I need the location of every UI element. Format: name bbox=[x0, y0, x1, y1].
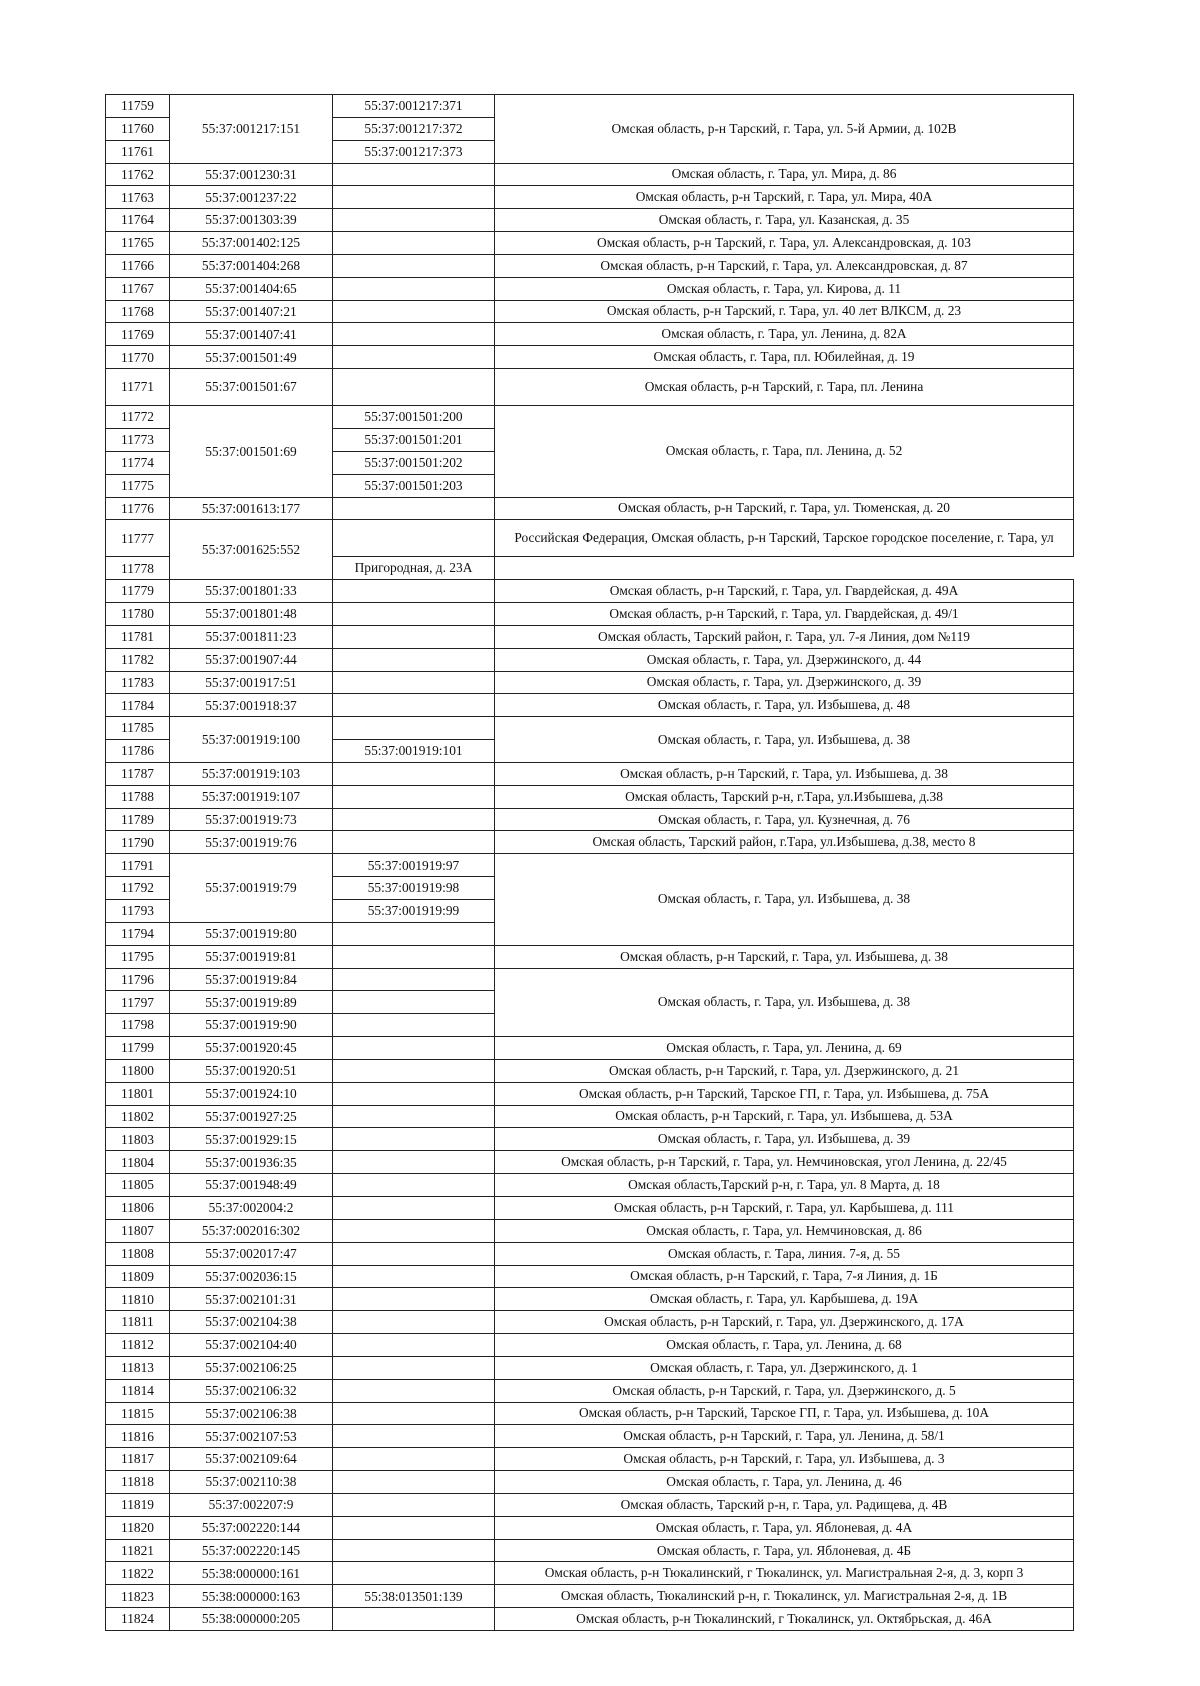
table-row bbox=[106, 163, 1074, 186]
address-cell: Омская область, р-н Тарский, г. Тара, ул. Александровская, д. 103 bbox=[495, 232, 1074, 255]
cadastral-number-cell: 55:38:000000:161 bbox=[170, 1562, 333, 1585]
cadastral-number-cell: 55:37:001927:25 bbox=[170, 1105, 333, 1128]
address-cell: Омская область,Тарский р-н, г. Тара, ул. 8 Марта, д. 18 bbox=[495, 1174, 1074, 1197]
table-row bbox=[106, 1448, 1074, 1471]
table-row bbox=[106, 854, 1074, 877]
related-cadastral-number-cell bbox=[333, 945, 495, 968]
address-cell: Омская область, р-н Тарский, г. Тара, ул. Мира, 40А bbox=[495, 186, 1074, 209]
cadastral-number-cell: 55:37:001407:21 bbox=[170, 300, 333, 323]
cadastral-number-cell: 55:37:001919:107 bbox=[170, 785, 333, 808]
related-cadastral-number-cell: 55:37:001919:99 bbox=[333, 900, 495, 923]
table-row bbox=[106, 648, 1074, 671]
cadastral-number-cell: 55:37:001919:89 bbox=[170, 991, 333, 1014]
table-row bbox=[106, 369, 1074, 406]
cadastral-number-cell: 55:37:002110:38 bbox=[170, 1471, 333, 1494]
table-row bbox=[106, 945, 1074, 968]
related-cadastral-number-cell bbox=[333, 1402, 495, 1425]
table-row bbox=[106, 323, 1074, 346]
row-number-cell: 11768 bbox=[106, 300, 170, 323]
row-number-cell: 11760 bbox=[106, 117, 170, 140]
related-cadastral-number-cell bbox=[333, 1562, 495, 1585]
table-row bbox=[106, 1516, 1074, 1539]
address-cell: Омская область, г. Тара, ул. Немчиновская, д. 86 bbox=[495, 1219, 1074, 1242]
cadastral-number-cell: 55:37:001501:67 bbox=[170, 369, 333, 406]
address-cell: Омская область, г. Тара, ул. Избышева, д. 38 bbox=[495, 717, 1074, 763]
cadastral-number-cell: 55:37:001919:76 bbox=[170, 831, 333, 854]
table-row bbox=[106, 1288, 1074, 1311]
table-row bbox=[106, 1539, 1074, 1562]
row-number-cell: 11765 bbox=[106, 232, 170, 255]
table-row bbox=[106, 406, 1074, 429]
address-cell: Омская область, г. Тара, ул. Мира, д. 86 bbox=[495, 163, 1074, 186]
related-cadastral-number-cell: 55:37:001217:372 bbox=[333, 117, 495, 140]
related-cadastral-number-cell: 55:37:001501:203 bbox=[333, 474, 495, 497]
cadastral-number-cell: 55:37:002036:15 bbox=[170, 1265, 333, 1288]
related-cadastral-number-cell bbox=[333, 520, 495, 557]
cadastral-number-cell: 55:37:002109:64 bbox=[170, 1448, 333, 1471]
table-row bbox=[106, 762, 1074, 785]
address-cell: Омская область, г. Тара, ул. Карбышева, д. 19А bbox=[495, 1288, 1074, 1311]
address-cell: Омская область, г. Тара, ул. Кузнечная, д. 76 bbox=[495, 808, 1074, 831]
table-row bbox=[106, 580, 1074, 603]
related-cadastral-number-cell: 55:38:013501:139 bbox=[333, 1585, 495, 1608]
row-number-cell: 11814 bbox=[106, 1379, 170, 1402]
address-cell: Омская область, р-н Тарский, г. Тара, ул. Гвардейская, д. 49А bbox=[495, 580, 1074, 603]
address-cell: Омская область, р-н Тарский, г. Тара, ул. 40 лет ВЛКСМ, д. 23 bbox=[495, 300, 1074, 323]
related-cadastral-number-cell bbox=[333, 1516, 495, 1539]
related-cadastral-number-cell bbox=[333, 625, 495, 648]
related-cadastral-number-cell bbox=[333, 300, 495, 323]
address-cell: Омская область, Тюкалинский р-н, г. Тюкалинск, ул. Магистральная 2-я, д. 1В bbox=[495, 1585, 1074, 1608]
cadastral-number-cell: 55:37:002106:38 bbox=[170, 1402, 333, 1425]
row-number-cell: 11819 bbox=[106, 1493, 170, 1516]
row-number-cell: 11820 bbox=[106, 1516, 170, 1539]
table-row bbox=[106, 1265, 1074, 1288]
row-number-cell: 11816 bbox=[106, 1425, 170, 1448]
row-number-cell: 11788 bbox=[106, 785, 170, 808]
table-row bbox=[106, 1128, 1074, 1151]
address-cell: Омская область, Тарский район, г. Тара, ул. 7-я Линия, дом №119 bbox=[495, 625, 1074, 648]
table-row bbox=[106, 232, 1074, 255]
cadastral-number-cell: 55:37:001402:125 bbox=[170, 232, 333, 255]
address-cell: Омская область, г. Тара, ул. Избышева, д. 38 bbox=[495, 968, 1074, 1037]
row-number-cell: 11817 bbox=[106, 1448, 170, 1471]
table-row bbox=[106, 1356, 1074, 1379]
address-cell: Омская область, р-н Тарский, г. Тара, ул. Дзержинского, д. 21 bbox=[495, 1059, 1074, 1082]
related-cadastral-number-cell bbox=[333, 1196, 495, 1219]
row-number-cell: 11793 bbox=[106, 900, 170, 923]
address-cell: Пригородная, д. 23А bbox=[333, 557, 495, 580]
row-number-cell: 11784 bbox=[106, 694, 170, 717]
related-cadastral-number-cell bbox=[333, 346, 495, 369]
table-row bbox=[106, 1105, 1074, 1128]
related-cadastral-number-cell bbox=[333, 1379, 495, 1402]
table-row bbox=[106, 968, 1074, 991]
row-number-cell: 11782 bbox=[106, 648, 170, 671]
related-cadastral-number-cell: 55:37:001919:97 bbox=[333, 854, 495, 877]
row-number-cell: 11799 bbox=[106, 1037, 170, 1060]
related-cadastral-number-cell bbox=[333, 648, 495, 671]
row-number-cell: 11806 bbox=[106, 1196, 170, 1219]
cadastral-number-cell: 55:37:001948:49 bbox=[170, 1174, 333, 1197]
related-cadastral-number-cell bbox=[333, 1425, 495, 1448]
row-number-cell: 11772 bbox=[106, 406, 170, 429]
table-row bbox=[106, 1562, 1074, 1585]
cadastral-number-cell: 55:37:002104:38 bbox=[170, 1311, 333, 1334]
table-row bbox=[106, 1379, 1074, 1402]
row-number-cell: 11781 bbox=[106, 625, 170, 648]
table-row bbox=[106, 671, 1074, 694]
table-row bbox=[106, 1311, 1074, 1334]
cadastral-number-cell: 55:37:001919:73 bbox=[170, 808, 333, 831]
address-cell: Омская область, г. Тара, линия. 7-я, д. 55 bbox=[495, 1242, 1074, 1265]
row-number-cell: 11798 bbox=[106, 1014, 170, 1037]
related-cadastral-number-cell bbox=[333, 968, 495, 991]
row-number-cell: 11800 bbox=[106, 1059, 170, 1082]
address-cell: Омская область, р-н Тарский, г. Тара, ул. Немчиновская, угол Ленина, д. 22/45 bbox=[495, 1151, 1074, 1174]
cadastral-number-cell: 55:37:002107:53 bbox=[170, 1425, 333, 1448]
table-row bbox=[106, 1196, 1074, 1219]
cadastral-number-cell: 55:37:001920:45 bbox=[170, 1037, 333, 1060]
related-cadastral-number-cell: 55:37:001501:202 bbox=[333, 451, 495, 474]
cadastral-number-cell: 55:37:002016:302 bbox=[170, 1219, 333, 1242]
related-cadastral-number-cell: 55:37:001501:201 bbox=[333, 428, 495, 451]
cadastral-number-cell: 55:37:001404:268 bbox=[170, 254, 333, 277]
cadastral-number-cell: 55:37:001907:44 bbox=[170, 648, 333, 671]
row-number-cell: 11824 bbox=[106, 1608, 170, 1631]
row-number-cell: 11780 bbox=[106, 603, 170, 626]
row-number-cell: 11815 bbox=[106, 1402, 170, 1425]
related-cadastral-number-cell bbox=[333, 186, 495, 209]
related-cadastral-number-cell bbox=[333, 580, 495, 603]
table-row bbox=[106, 1402, 1074, 1425]
table-row bbox=[106, 1585, 1074, 1608]
address-cell: Омская область, г. Тара, ул. Ленина, д. 69 bbox=[495, 1037, 1074, 1060]
address-cell: Омская область, г. Тара, ул. Яблоневая, д. 4Б bbox=[495, 1539, 1074, 1562]
address-cell: Омская область, р-н Тарский, г. Тара, пл. Ленина bbox=[495, 369, 1074, 406]
cadastral-number-cell: 55:37:002004:2 bbox=[170, 1196, 333, 1219]
row-number-cell: 11821 bbox=[106, 1539, 170, 1562]
cadastral-number-cell: 55:37:002207:9 bbox=[170, 1493, 333, 1516]
related-cadastral-number-cell bbox=[333, 1059, 495, 1082]
row-number-cell: 11801 bbox=[106, 1082, 170, 1105]
row-number-cell: 11792 bbox=[106, 877, 170, 900]
address-cell: Омская область, г. Тара, ул. Кирова, д. 11 bbox=[495, 277, 1074, 300]
address-cell: Омская область, р-н Тюкалинский, г Тюкалинск, ул. Октябрьская, д. 46А bbox=[495, 1608, 1074, 1631]
related-cadastral-number-cell bbox=[333, 1608, 495, 1631]
table-row bbox=[106, 1037, 1074, 1060]
row-number-cell: 11802 bbox=[106, 1105, 170, 1128]
related-cadastral-number-cell bbox=[333, 1174, 495, 1197]
table-row bbox=[106, 1174, 1074, 1197]
cadastral-number-cell: 55:37:001625:552 bbox=[170, 520, 333, 580]
address-cell: Омская область, г. Тара, ул. Избышева, д. 48 bbox=[495, 694, 1074, 717]
cadastral-number-cell: 55:37:001919:103 bbox=[170, 762, 333, 785]
related-cadastral-number-cell bbox=[333, 694, 495, 717]
row-number-cell: 11803 bbox=[106, 1128, 170, 1151]
related-cadastral-number-cell bbox=[333, 603, 495, 626]
address-cell: Омская область, г. Тара, ул. Яблоневая, д. 4А bbox=[495, 1516, 1074, 1539]
address-cell: Омская область, Тарский район, г.Тара, ул.Избышева, д.38, место 8 bbox=[495, 831, 1074, 854]
related-cadastral-number-cell bbox=[333, 1242, 495, 1265]
address-cell: Омская область, г. Тара, пл. Ленина, д. 52 bbox=[495, 406, 1074, 497]
related-cadastral-number-cell bbox=[333, 991, 495, 1014]
related-cadastral-number-cell bbox=[333, 717, 495, 740]
row-number-cell: 11786 bbox=[106, 740, 170, 763]
cadastral-number-cell: 55:37:001919:84 bbox=[170, 968, 333, 991]
cadastral-number-cell: 55:37:001217:151 bbox=[170, 95, 333, 164]
row-number-cell: 11822 bbox=[106, 1562, 170, 1585]
related-cadastral-number-cell bbox=[333, 323, 495, 346]
related-cadastral-number-cell bbox=[333, 762, 495, 785]
address-cell: Российская Федерация, Омская область, р-н Тарский, Тарское городское поселение, г. Тара, ул bbox=[495, 520, 1074, 557]
table-row bbox=[106, 625, 1074, 648]
address-cell: Омская область, р-н Тарский, г. Тара, ул. Тюменская, д. 20 bbox=[495, 497, 1074, 520]
cadastral-number-cell: 55:37:001918:37 bbox=[170, 694, 333, 717]
cadastral-number-cell: 55:37:001613:177 bbox=[170, 497, 333, 520]
row-number-cell: 11785 bbox=[106, 717, 170, 740]
related-cadastral-number-cell bbox=[333, 1014, 495, 1037]
related-cadastral-number-cell bbox=[333, 232, 495, 255]
row-number-cell: 11818 bbox=[106, 1471, 170, 1494]
row-number-cell: 11808 bbox=[106, 1242, 170, 1265]
row-number-cell: 11807 bbox=[106, 1219, 170, 1242]
related-cadastral-number-cell bbox=[333, 1265, 495, 1288]
table-row bbox=[106, 1425, 1074, 1448]
address-cell: Омская область, г. Тара, ул. Избышева, д. 39 bbox=[495, 1128, 1074, 1151]
related-cadastral-number-cell bbox=[333, 1105, 495, 1128]
related-cadastral-number-cell bbox=[333, 808, 495, 831]
address-cell: Омская область, р-н Тарский, г. Тара, ул. Дзержинского, д. 5 bbox=[495, 1379, 1074, 1402]
table-row bbox=[106, 603, 1074, 626]
cadastral-number-cell: 55:38:000000:163 bbox=[170, 1585, 333, 1608]
table-row bbox=[106, 300, 1074, 323]
table-row bbox=[106, 1059, 1074, 1082]
table-row bbox=[106, 831, 1074, 854]
address-cell: Омская область, Тарский р-н, г.Тара, ул.Избышева, д.38 bbox=[495, 785, 1074, 808]
row-number-cell: 11805 bbox=[106, 1174, 170, 1197]
related-cadastral-number-cell bbox=[333, 831, 495, 854]
cadastral-number-cell: 55:37:002101:31 bbox=[170, 1288, 333, 1311]
cadastral-number-cell: 55:37:002220:144 bbox=[170, 1516, 333, 1539]
row-number-cell: 11811 bbox=[106, 1311, 170, 1334]
table-row bbox=[106, 277, 1074, 300]
row-number-cell: 11797 bbox=[106, 991, 170, 1014]
address-cell: Омская область, р-н Тарский, г. Тара, ул. Ленина, д. 58/1 bbox=[495, 1425, 1074, 1448]
related-cadastral-number-cell bbox=[333, 277, 495, 300]
cadastral-number-cell: 55:37:001920:51 bbox=[170, 1059, 333, 1082]
row-number-cell: 11804 bbox=[106, 1151, 170, 1174]
related-cadastral-number-cell bbox=[333, 922, 495, 945]
table-row bbox=[106, 694, 1074, 717]
row-number-cell: 11813 bbox=[106, 1356, 170, 1379]
row-number-cell: 11812 bbox=[106, 1334, 170, 1357]
address-cell: Омская область, р-н Тарский, Тарское ГП, г. Тара, ул. Избышева, д. 75А bbox=[495, 1082, 1074, 1105]
related-cadastral-number-cell bbox=[333, 1448, 495, 1471]
related-cadastral-number-cell: 55:37:001217:373 bbox=[333, 140, 495, 163]
cadastral-number-cell: 55:37:001929:15 bbox=[170, 1128, 333, 1151]
address-cell: Омская область, р-н Тарский, Тарское ГП, г. Тара, ул. Избышева, д. 10А bbox=[495, 1402, 1074, 1425]
address-cell: Омская область, р-н Тарский, г. Тара, ул. Дзержинского, д. 17А bbox=[495, 1311, 1074, 1334]
row-number-cell: 11777 bbox=[106, 520, 170, 557]
cadastral-number-cell: 55:37:001919:100 bbox=[170, 717, 333, 763]
address-cell: Омская область, г. Тара, ул. Ленина, д. 82А bbox=[495, 323, 1074, 346]
cadastral-number-cell: 55:37:001407:41 bbox=[170, 323, 333, 346]
table-row bbox=[106, 346, 1074, 369]
address-cell: Омская область, г. Тара, ул. Дзержинского, д. 1 bbox=[495, 1356, 1074, 1379]
address-cell: Омская область, р-н Тарский, г. Тара, ул. Избышева, д. 38 bbox=[495, 762, 1074, 785]
table-row bbox=[106, 1082, 1074, 1105]
table-row bbox=[106, 254, 1074, 277]
row-number-cell: 11778 bbox=[106, 557, 170, 580]
address-cell: Омская область, р-н Тарский, г. Тара, ул. Избышева, д. 38 bbox=[495, 945, 1074, 968]
row-number-cell: 11790 bbox=[106, 831, 170, 854]
related-cadastral-number-cell: 55:37:001501:200 bbox=[333, 406, 495, 429]
related-cadastral-number-cell bbox=[333, 1151, 495, 1174]
address-cell: Омская область, г. Тара, пл. Юбилейная, д. 19 bbox=[495, 346, 1074, 369]
related-cadastral-number-cell bbox=[333, 497, 495, 520]
row-number-cell: 11771 bbox=[106, 369, 170, 406]
row-number-cell: 11762 bbox=[106, 163, 170, 186]
row-number-cell: 11774 bbox=[106, 451, 170, 474]
address-cell: Омская область, Тарский р-н, г. Тара, ул. Радищева, д. 4В bbox=[495, 1493, 1074, 1516]
table-row bbox=[106, 1242, 1074, 1265]
cadastral-number-cell: 55:37:001917:51 bbox=[170, 671, 333, 694]
cadastral-number-cell: 55:37:001404:65 bbox=[170, 277, 333, 300]
table-row bbox=[106, 785, 1074, 808]
row-number-cell: 11795 bbox=[106, 945, 170, 968]
table-row bbox=[106, 209, 1074, 232]
related-cadastral-number-cell bbox=[333, 671, 495, 694]
row-number-cell: 11773 bbox=[106, 428, 170, 451]
address-cell: Омская область, р-н Тарский, г. Тара, ул. Избышева, д. 3 bbox=[495, 1448, 1074, 1471]
row-number-cell: 11766 bbox=[106, 254, 170, 277]
address-cell: Омская область, г. Тара, ул. Дзержинского, д. 39 bbox=[495, 671, 1074, 694]
row-number-cell: 11779 bbox=[106, 580, 170, 603]
cadastral-number-cell: 55:37:001919:80 bbox=[170, 922, 333, 945]
table-row bbox=[106, 808, 1074, 831]
table-row bbox=[106, 497, 1074, 520]
address-cell: Омская область, г. Тара, ул. Дзержинского, д. 44 bbox=[495, 648, 1074, 671]
row-number-cell: 11791 bbox=[106, 854, 170, 877]
cadastral-number-cell: 55:37:001919:79 bbox=[170, 854, 333, 923]
cadastral-number-cell: 55:37:001919:101 bbox=[333, 740, 495, 763]
row-number-cell: 11759 bbox=[106, 95, 170, 118]
address-cell: Омская область, г. Тара, ул. Ленина, д. 68 bbox=[495, 1334, 1074, 1357]
cadastral-number-cell: 55:37:001303:39 bbox=[170, 209, 333, 232]
row-number-cell: 11764 bbox=[106, 209, 170, 232]
related-cadastral-number-cell bbox=[333, 1311, 495, 1334]
cadastral-number-cell: 55:37:001919:90 bbox=[170, 1014, 333, 1037]
row-number-cell: 11770 bbox=[106, 346, 170, 369]
cadastral-number-cell: 55:37:001919:81 bbox=[170, 945, 333, 968]
table-row bbox=[106, 1493, 1074, 1516]
cadastral-number-cell: 55:37:001811:23 bbox=[170, 625, 333, 648]
row-number-cell: 11775 bbox=[106, 474, 170, 497]
related-cadastral-number-cell bbox=[333, 163, 495, 186]
table-row bbox=[106, 717, 1074, 740]
address-cell: Омская область, р-н Тарский, г. Тара, ул. 5-й Армии, д. 102В bbox=[495, 95, 1074, 164]
table-row bbox=[106, 520, 1074, 557]
cadastral-number-cell: 55:37:001501:49 bbox=[170, 346, 333, 369]
address-cell: Омская область, р-н Тарский, г. Тара, ул. Избышева, д. 53А bbox=[495, 1105, 1074, 1128]
cadastral-number-cell: 55:37:002104:40 bbox=[170, 1334, 333, 1357]
address-cell: Омская область, г. Тара, ул. Ленина, д. 46 bbox=[495, 1471, 1074, 1494]
row-number-cell: 11787 bbox=[106, 762, 170, 785]
row-number-cell: 11776 bbox=[106, 497, 170, 520]
related-cadastral-number-cell bbox=[333, 1219, 495, 1242]
cadastral-number-cell: 55:37:002106:32 bbox=[170, 1379, 333, 1402]
related-cadastral-number-cell bbox=[333, 1288, 495, 1311]
cadastral-number-cell: 55:37:001924:10 bbox=[170, 1082, 333, 1105]
row-number-cell: 11769 bbox=[106, 323, 170, 346]
address-cell: Омская область, р-н Тюкалинский, г Тюкалинск, ул. Магистральная 2-я, д. 3, корп 3 bbox=[495, 1562, 1074, 1585]
registry-table-body bbox=[106, 95, 1074, 1631]
related-cadastral-number-cell bbox=[333, 254, 495, 277]
cadastral-number-cell: 55:37:001801:48 bbox=[170, 603, 333, 626]
row-number-cell: 11783 bbox=[106, 671, 170, 694]
related-cadastral-number-cell bbox=[333, 1539, 495, 1562]
related-cadastral-number-cell bbox=[333, 1128, 495, 1151]
related-cadastral-number-cell bbox=[333, 1037, 495, 1060]
related-cadastral-number-cell bbox=[333, 785, 495, 808]
related-cadastral-number-cell bbox=[333, 1082, 495, 1105]
related-cadastral-number-cell bbox=[333, 1356, 495, 1379]
row-number-cell: 11823 bbox=[106, 1585, 170, 1608]
address-cell: Омская область, г. Тара, ул. Избышева, д. 38 bbox=[495, 854, 1074, 945]
address-cell: Омская область, р-н Тарский, г. Тара, ул. Карбышева, д. 111 bbox=[495, 1196, 1074, 1219]
related-cadastral-number-cell bbox=[333, 1493, 495, 1516]
table-row bbox=[106, 1151, 1074, 1174]
row-number-cell: 11810 bbox=[106, 1288, 170, 1311]
related-cadastral-number-cell bbox=[333, 209, 495, 232]
cadastral-number-cell: 55:37:001801:33 bbox=[170, 580, 333, 603]
table-row bbox=[106, 95, 1074, 118]
cadastral-number-cell: 55:38:000000:205 bbox=[170, 1608, 333, 1631]
cadastral-number-cell: 55:37:002220:145 bbox=[170, 1539, 333, 1562]
row-number-cell: 11763 bbox=[106, 186, 170, 209]
row-number-cell: 11796 bbox=[106, 968, 170, 991]
table-row bbox=[106, 1334, 1074, 1357]
row-number-cell: 11789 bbox=[106, 808, 170, 831]
related-cadastral-number-cell bbox=[333, 1471, 495, 1494]
related-cadastral-number-cell bbox=[333, 369, 495, 406]
address-cell: Омская область, р-н Тарский, г. Тара, ул. Александровская, д. 87 bbox=[495, 254, 1074, 277]
cadastral-number-cell: 55:37:002106:25 bbox=[170, 1356, 333, 1379]
row-number-cell: 11794 bbox=[106, 922, 170, 945]
cadastral-number-cell: 55:37:002017:47 bbox=[170, 1242, 333, 1265]
row-number-cell: 11761 bbox=[106, 140, 170, 163]
cadastral-number-cell: 55:37:001230:31 bbox=[170, 163, 333, 186]
address-cell: Омская область, г. Тара, ул. Казанская, д. 35 bbox=[495, 209, 1074, 232]
cadastral-number-cell: 55:37:001936:35 bbox=[170, 1151, 333, 1174]
registry-table bbox=[105, 94, 1074, 1631]
table-row bbox=[106, 1608, 1074, 1631]
cadastral-number-cell: 55:37:001237:22 bbox=[170, 186, 333, 209]
address-cell: Омская область, р-н Тарский, г. Тара, 7-я Линия, д. 1Б bbox=[495, 1265, 1074, 1288]
related-cadastral-number-cell: 55:37:001217:371 bbox=[333, 95, 495, 118]
row-number-cell: 11809 bbox=[106, 1265, 170, 1288]
related-cadastral-number-cell bbox=[333, 1334, 495, 1357]
table-row bbox=[106, 186, 1074, 209]
cadastral-number-cell: 55:37:001501:69 bbox=[170, 406, 333, 497]
related-cadastral-number-cell: 55:37:001919:98 bbox=[333, 877, 495, 900]
table-row bbox=[106, 1471, 1074, 1494]
address-cell: Омская область, р-н Тарский, г. Тара, ул. Гвардейская, д. 49/1 bbox=[495, 603, 1074, 626]
table-row bbox=[106, 1219, 1074, 1242]
row-number-cell: 11767 bbox=[106, 277, 170, 300]
